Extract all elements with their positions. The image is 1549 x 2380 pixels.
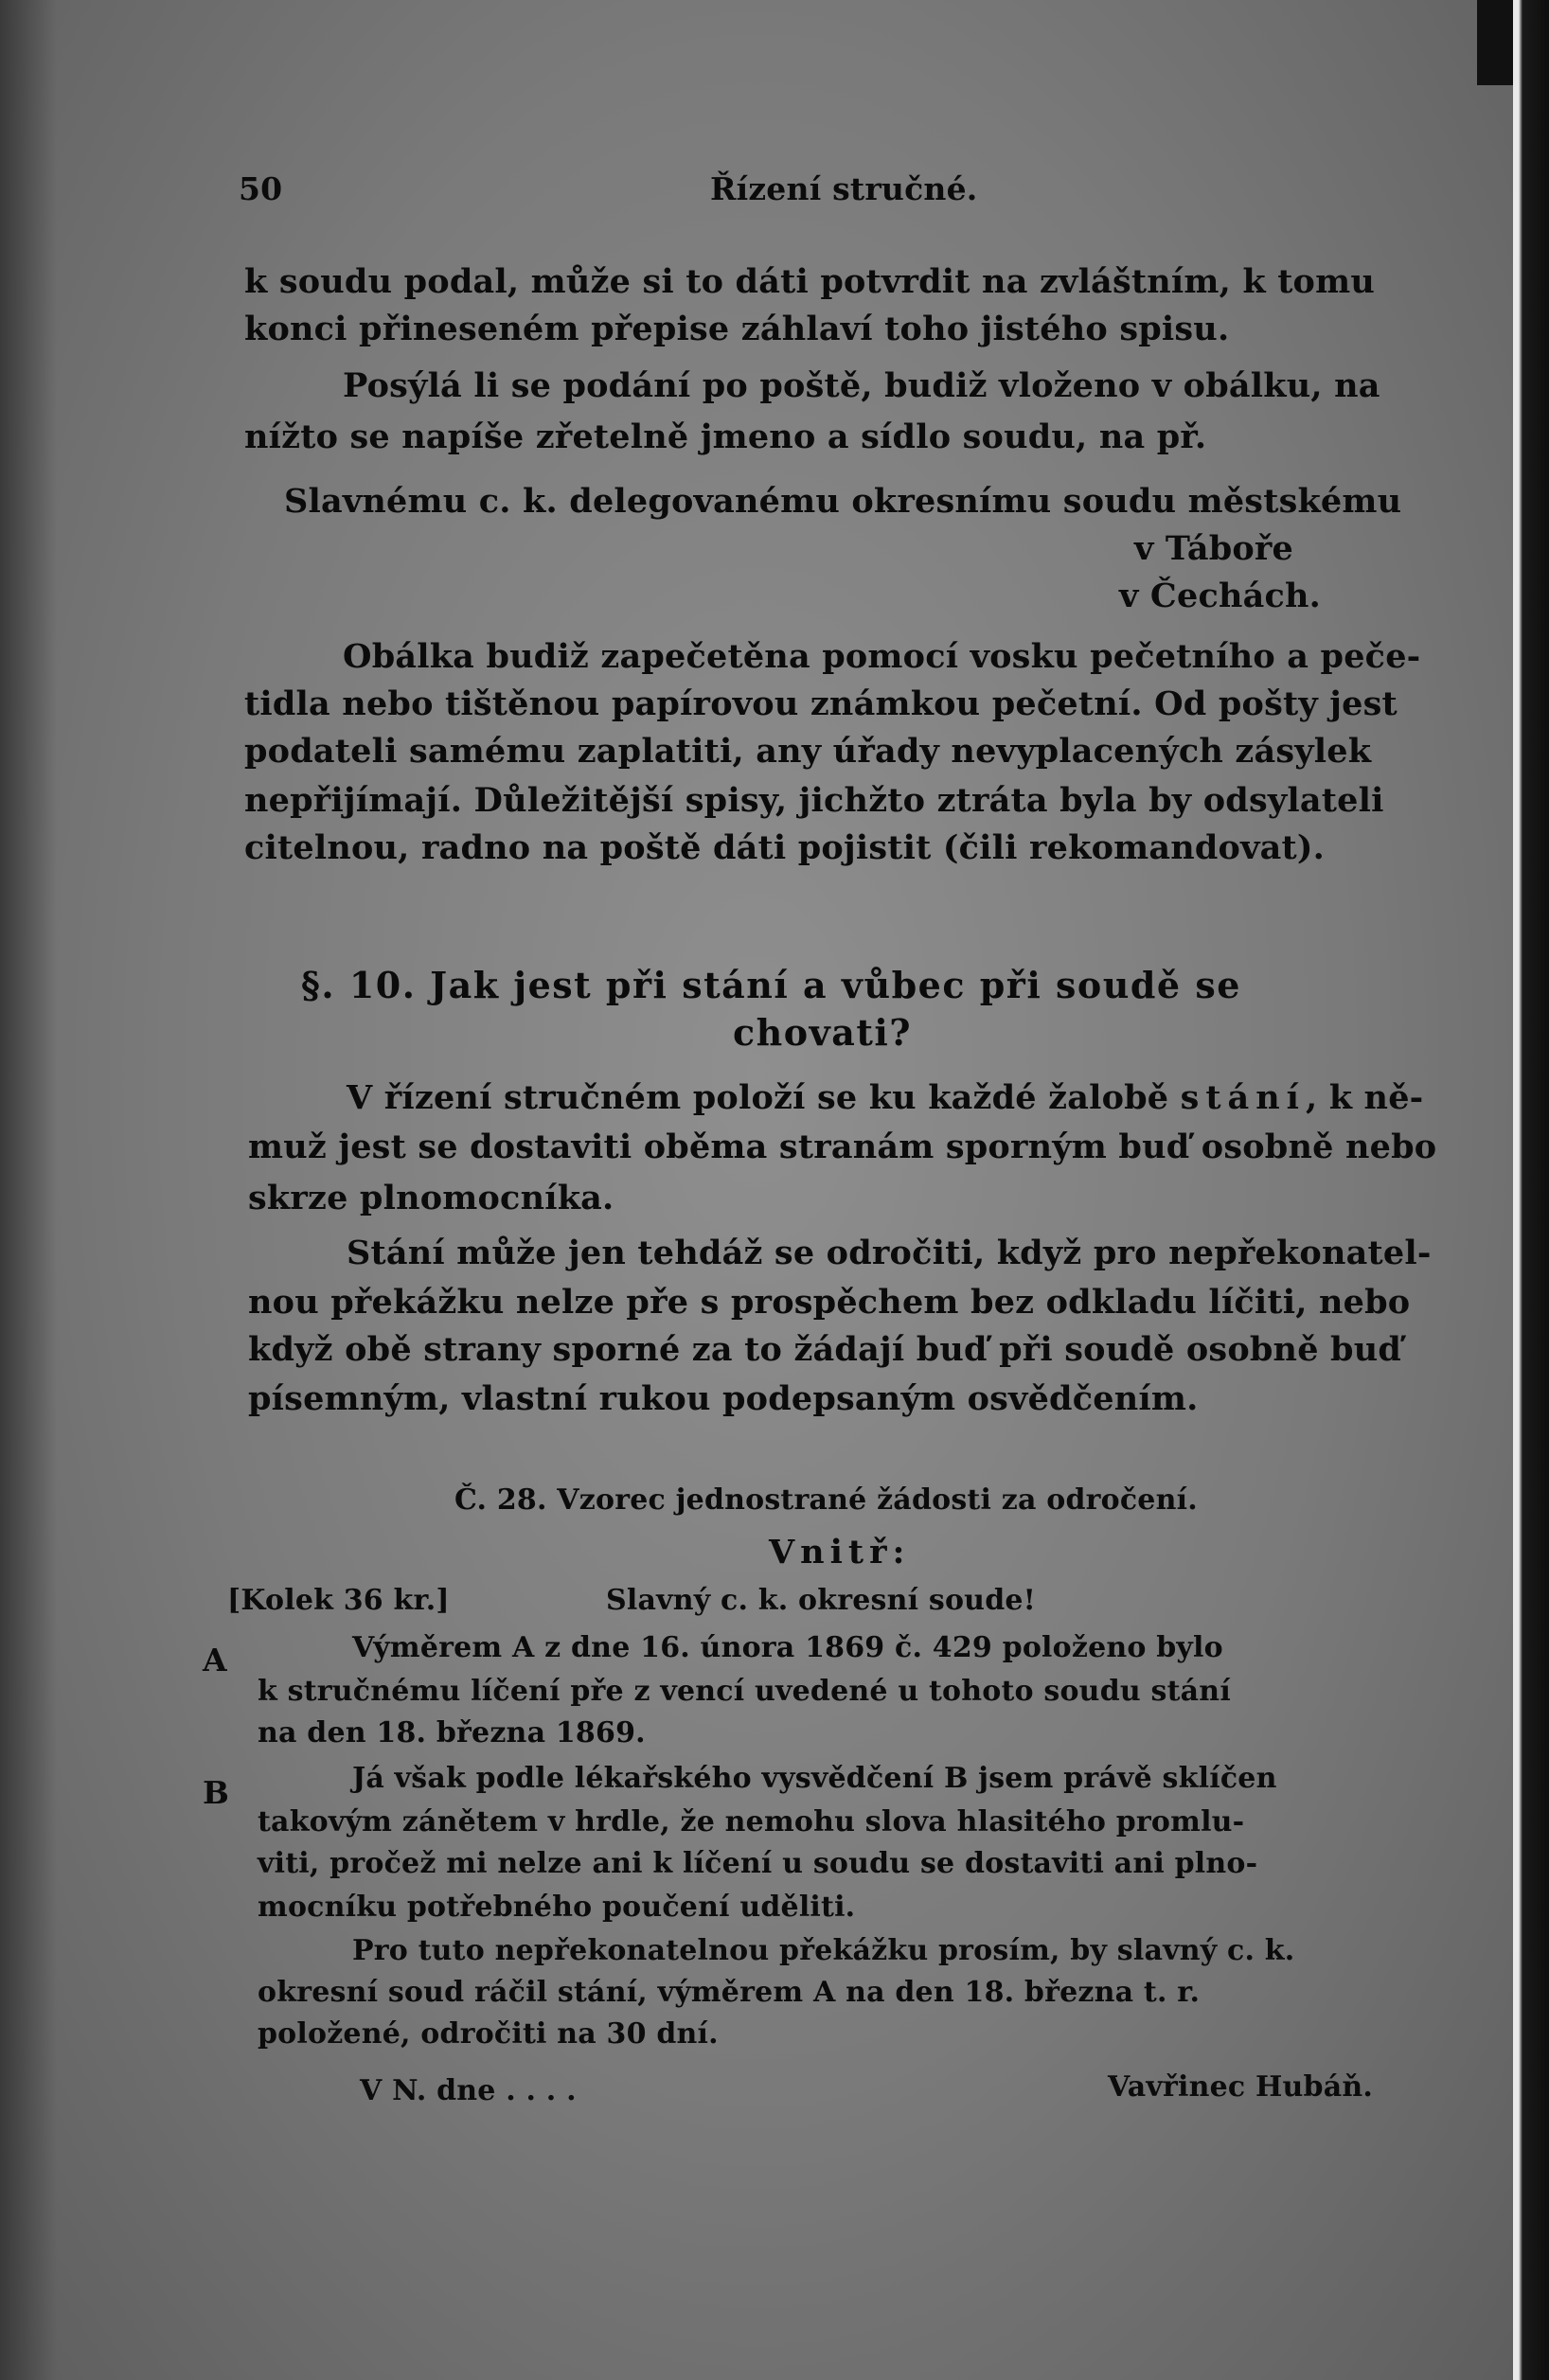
form-line: Pro tuto nepřekonatelnou překážku prosím, by slavný c. k. [352, 1934, 1295, 1967]
form-inside-label: Vnitř: [769, 1533, 911, 1572]
text-line: podateli samému zaplatiti, any úřady nevyplacených zásylek [244, 732, 1372, 771]
form-line: mocníku potřebného poučení uděliti. [258, 1891, 856, 1924]
text-line: konci přineseném přepise záhlaví toho jistého spisu. [244, 310, 1230, 348]
form-line: viti, pročež mi nelze ani k líčení u soudu se dostaviti ani plno- [258, 1847, 1258, 1880]
form-line: Já však podle lékařského vysvědčení B jsem právě sklíčen [352, 1762, 1277, 1795]
signature: Vavřinec Hubáň. [1108, 2070, 1374, 2104]
text-line: Posýlá li se podání po poště, budiž vloženo v obálku, na [343, 366, 1380, 405]
page-edge [1513, 0, 1549, 2380]
form-line: takovým zánětem v hrdle, že nemohu slova hlasitého promlu- [258, 1805, 1245, 1838]
running-title: Řízení stručné. [710, 170, 978, 207]
form-title: Č. 28. Vzorec jednostrané žádosti za odročení. [454, 1483, 1198, 1517]
form-salutation: Slavný c. k. okresní soude! [606, 1584, 1037, 1617]
stamp-note: [Kolek 36 kr.] [227, 1584, 450, 1617]
section-heading-continued: chovati? [733, 1011, 913, 1054]
text-line: nepřijímají. Důležitější spisy, jichžto ztráta byla by odsylateli [244, 781, 1384, 820]
margin-marker-a: A [203, 1642, 227, 1678]
address-line: v Táboře [1134, 529, 1294, 568]
text-line: muž jest se dostaviti oběma stranám sporným buď osobně nebo [248, 1128, 1437, 1166]
text-line: citelnou, radno na poště dáti pojistit (čili rekomandovat). [244, 828, 1326, 867]
text-span: , k ně- [1305, 1078, 1424, 1117]
spaced-term: stání [1180, 1078, 1306, 1117]
text-line: Stání může jen tehdáž se odročiti, když pro nepřekonatel- [347, 1234, 1432, 1272]
form-line: Výměrem A z dne 16. února 1869 č. 429 položeno bylo [352, 1631, 1223, 1664]
form-line: okresní soud ráčil stání, výměrem A na den 18. března t. r. [258, 1976, 1201, 2009]
address-line: v Čechách. [1119, 577, 1322, 615]
form-line: k stručnému líčení pře z vencí uvedené u tohoto soudu stání [258, 1675, 1231, 1708]
form-line: položené, odročiti na 30 dní. [258, 2017, 719, 2051]
text-line: nou překážku nelze pře s prospěchem bez odkladu líčiti, nebo [248, 1283, 1411, 1322]
form-line: na den 18. března 1869. [258, 1716, 646, 1749]
address-line: Slavnému c. k. delegovanému okresnímu soudu městskému [284, 482, 1402, 521]
text-span: V řízení stručném položí se ku každé žalobě [347, 1078, 1181, 1117]
text-line: skrze plnomocníka. [248, 1179, 614, 1217]
text-line: tidla nebo tištěnou papírovou známkou pečetní. Od pošty jest [244, 684, 1398, 723]
section-heading: §. 10. Jak jest při stání a vůbec při soudě se [301, 964, 1241, 1006]
text-line [347, 1078, 1424, 1117]
text-line: Obálka budiž zapečetěna pomocí vosku pečetního a peče- [343, 637, 1421, 676]
page-number: 50 [239, 170, 283, 207]
text-line: písemným, vlastní rukou podepsaným osvědčením. [248, 1379, 1199, 1418]
text-line: k soudu podal, může si to dáti potvrdit na zvláštním, k tomu [244, 262, 1375, 301]
margin-marker-b: B [203, 1774, 229, 1811]
text-line: nížto se napíše zřetelně jmeno a sídlo soudu, na př. [244, 417, 1207, 456]
place-date: V N. dne . . . . [360, 2074, 577, 2107]
text-line: když obě strany sporné za to žádají buď při soudě osobně buď [248, 1330, 1402, 1369]
